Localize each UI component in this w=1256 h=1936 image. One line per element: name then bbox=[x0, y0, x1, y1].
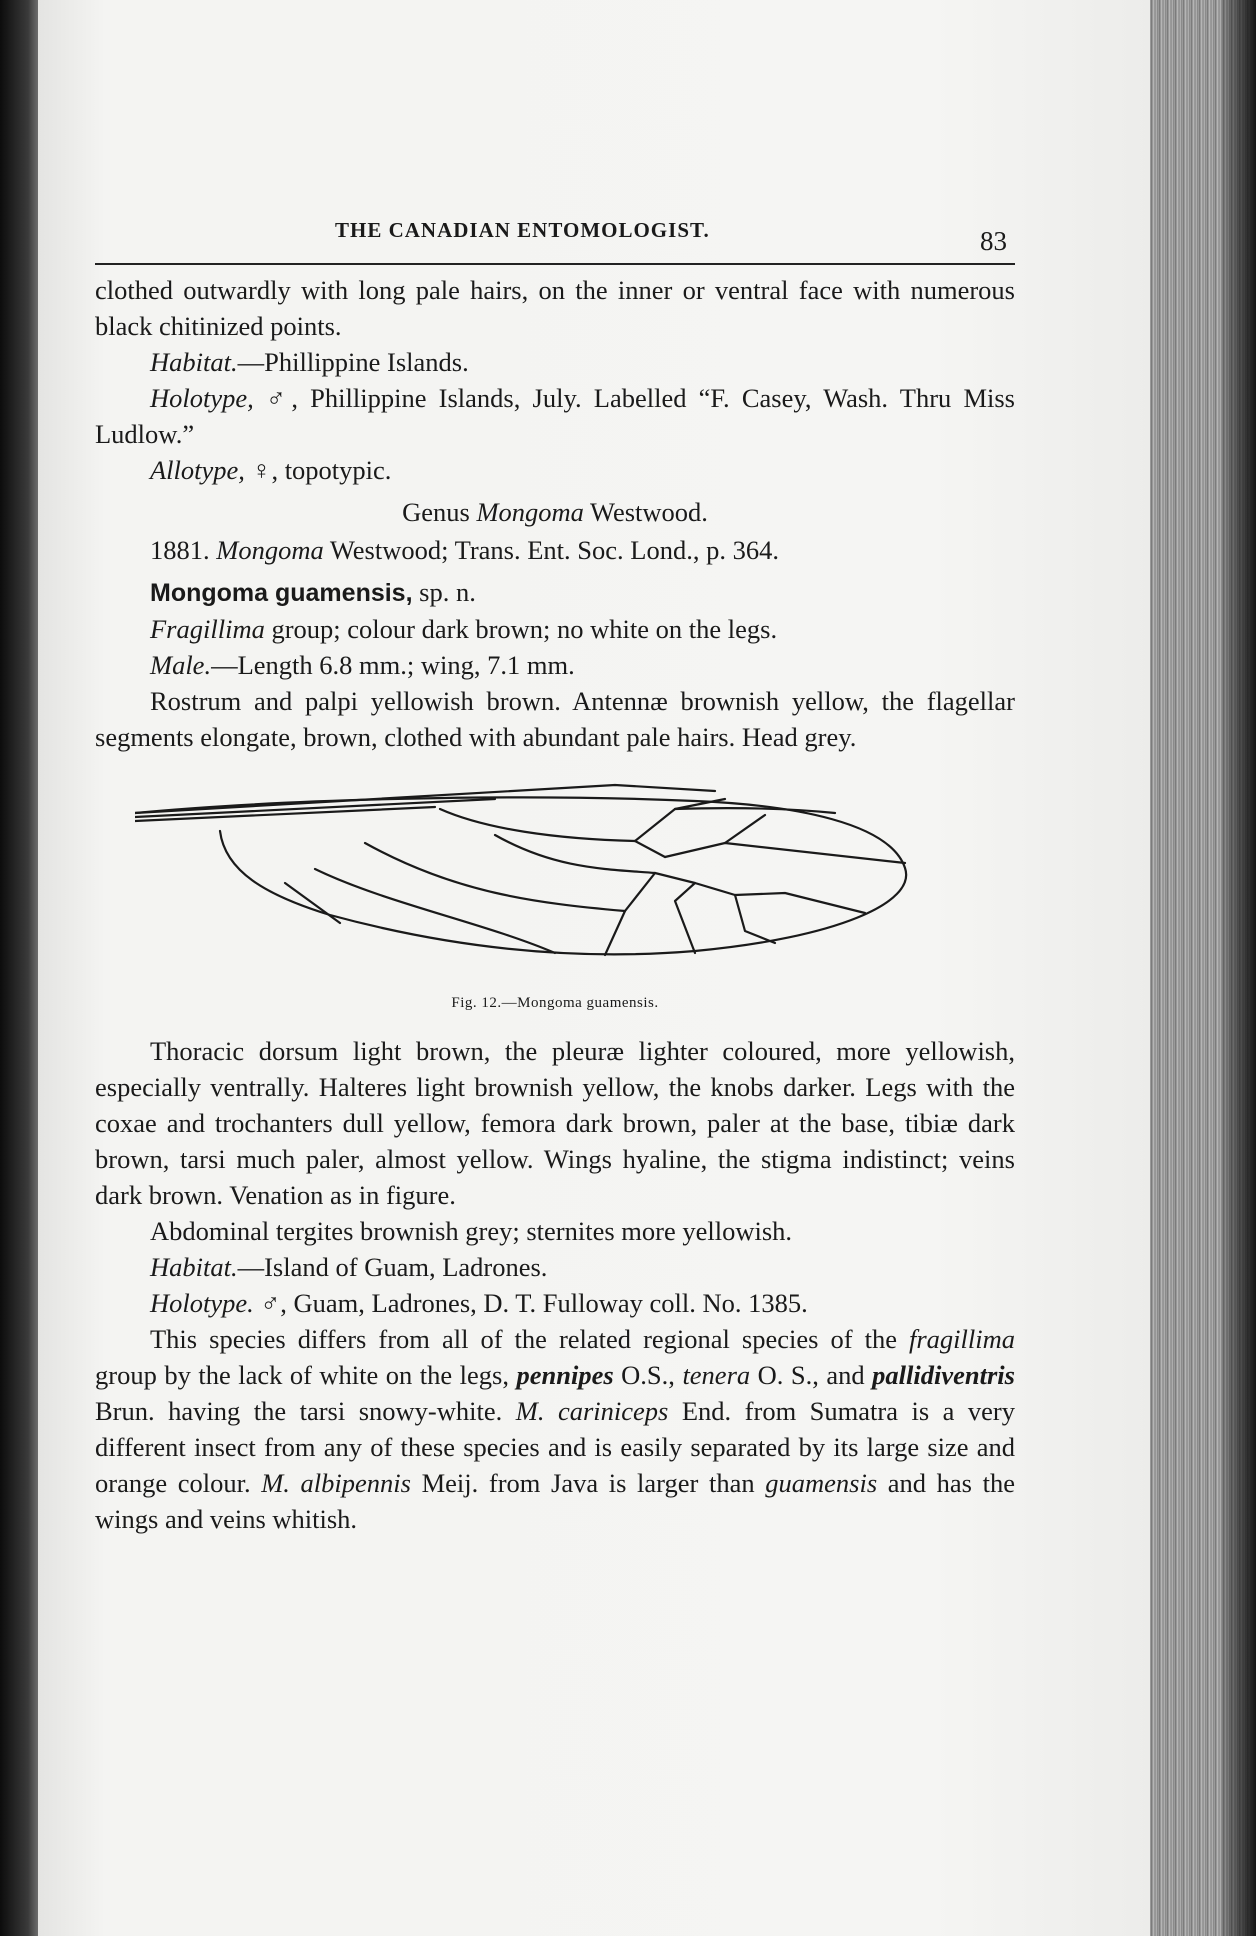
holotype-label-2: Holotype. bbox=[150, 1288, 254, 1318]
holotype-text-2: ♂, Guam, Ladrones, D. T. Fulloway coll. No. 1385. bbox=[253, 1288, 808, 1318]
vein-5 bbox=[725, 815, 765, 843]
allotype-text: ♀, topotypic. bbox=[244, 455, 392, 485]
citation-line bbox=[95, 532, 1015, 568]
vein-3 bbox=[675, 808, 835, 813]
citation-genus: Mongoma bbox=[216, 535, 324, 565]
page-edges bbox=[1150, 0, 1256, 1936]
species-suffix: sp. n. bbox=[412, 577, 476, 607]
habitat-text: —Phillippine Islands. bbox=[237, 347, 469, 377]
vein-14 bbox=[315, 869, 555, 953]
differs-text-4: O. S., and bbox=[750, 1360, 873, 1390]
citation-year: 1881. bbox=[150, 535, 217, 565]
genus-author: Westwood. bbox=[583, 497, 708, 527]
wing-outline bbox=[135, 797, 906, 954]
differs-text-1: This species differs from all of the related regional species of the bbox=[150, 1324, 909, 1354]
taxon-guamensis: guamensis bbox=[765, 1468, 878, 1498]
allotype-line bbox=[95, 452, 1015, 488]
group-name: Fragillima bbox=[150, 614, 265, 644]
habitat-label-2: Habitat. bbox=[150, 1252, 238, 1282]
genus-heading bbox=[95, 494, 1015, 530]
holotype-label: Holotype, bbox=[150, 383, 254, 413]
genus-prefix: Genus bbox=[402, 497, 477, 527]
vein-10 bbox=[735, 895, 775, 943]
differs-text-5: Brun. having the tarsi snowy-white. bbox=[95, 1396, 516, 1426]
vein-9 bbox=[735, 893, 865, 913]
allotype-label: Allotype, bbox=[150, 455, 245, 485]
differs-text-6: End. from Sumatra is a very different insect from any of these species and is easily separated by its large size and orange colour. bbox=[95, 1396, 1015, 1498]
differs-text-3: O.S., bbox=[613, 1360, 683, 1390]
page-number: 83 bbox=[980, 226, 1007, 256]
holotype-text: ♂, Phillippine Islands, July. Labelled “F. Casey, Wash. Thru Miss Ludlow.” bbox=[95, 383, 1015, 449]
rostrum-paragraph: Rostrum and palpi yellowish brown. Antennæ brownish yellow, the flagellar segments elongate, brown, clothed with abundant pale hairs. Head grey. bbox=[95, 686, 1015, 752]
vein-12 bbox=[605, 873, 655, 955]
holotype-line bbox=[95, 380, 1015, 452]
habitat-label: Habitat. bbox=[150, 347, 238, 377]
species-heading bbox=[95, 574, 1015, 611]
male-label: Male. bbox=[150, 650, 212, 680]
holotype-line-2 bbox=[95, 1285, 1015, 1321]
taxon-cariniceps: M. cariniceps bbox=[515, 1396, 669, 1426]
vein-2 bbox=[635, 799, 725, 841]
differs-text-2: group by the lack of white on the legs, bbox=[95, 1360, 517, 1390]
vein-1 bbox=[440, 809, 635, 841]
wing-figure bbox=[95, 773, 1015, 1023]
male-line bbox=[95, 647, 1015, 683]
taxon-tenera: tenera bbox=[682, 1360, 751, 1390]
body-text-bottom bbox=[95, 1033, 1015, 1537]
taxon-albipennis: M. albipennis bbox=[261, 1468, 411, 1498]
genus-name: Mongoma bbox=[476, 497, 584, 527]
header-rule bbox=[95, 263, 1015, 265]
habitat-line-2 bbox=[95, 1249, 1015, 1285]
differs-text-7: Meij. from Java is larger than bbox=[410, 1468, 766, 1498]
taxon-pallidiventris: pallidiventris bbox=[872, 1360, 1015, 1390]
group-rest: group; colour dark brown; no white on the legs. bbox=[264, 614, 778, 644]
differs-paragraph bbox=[95, 1321, 1015, 1537]
taxon-fragillima: fragillima bbox=[908, 1324, 1015, 1354]
book-gutter-shadow bbox=[0, 0, 40, 1936]
wing-venation-drawing bbox=[135, 773, 995, 988]
habitat-text-2: —Island of Guam, Ladrones. bbox=[237, 1252, 548, 1282]
body-text-top bbox=[95, 272, 1015, 755]
citation-rest: Westwood; Trans. Ent. Soc. Lond., p. 364. bbox=[323, 535, 779, 565]
vein-13 bbox=[365, 843, 625, 911]
paragraph-hairs: clothed outwardly with long pale hairs, on the inner or ventral face with numerous black chitinized points. bbox=[95, 275, 1015, 341]
thoracic-paragraph: Thoracic dorsum light brown, the pleuræ lighter coloured, more yellowish, especially ventrally. Halteres light brownish yellow, the knobs darker. Legs with the coxae and trochanters dull yellow, femora dark brown, paler at the base, tibiæ dark brown, tarsi much paler, almost yellow. Wings hyaline, the stigma indistinct; veins dark brown. Venation as in figure. bbox=[95, 1036, 1015, 1210]
abdominal-paragraph: Abdominal tergites brownish grey; sternites more yellowish. bbox=[150, 1216, 793, 1246]
vein-6 bbox=[665, 843, 905, 863]
group-line bbox=[95, 611, 1015, 647]
vein-11 bbox=[675, 883, 695, 953]
species-name: Mongoma guamensis, bbox=[150, 579, 413, 607]
vein-4 bbox=[635, 841, 665, 857]
figure-caption: Fig. 12.—Mongoma guamensis. bbox=[451, 995, 659, 1011]
journal-title: THE CANADIAN ENTOMOLOGIST. bbox=[335, 218, 710, 242]
running-head bbox=[95, 210, 1015, 272]
habitat-line bbox=[95, 344, 1015, 380]
taxon-pennipes: pennipes bbox=[516, 1360, 614, 1390]
page-content bbox=[95, 210, 1015, 1537]
male-text: —Length 6.8 mm.; wing, 7.1 mm. bbox=[211, 650, 575, 680]
differs-text-8: and has the wings and veins whitish. bbox=[95, 1468, 1015, 1534]
